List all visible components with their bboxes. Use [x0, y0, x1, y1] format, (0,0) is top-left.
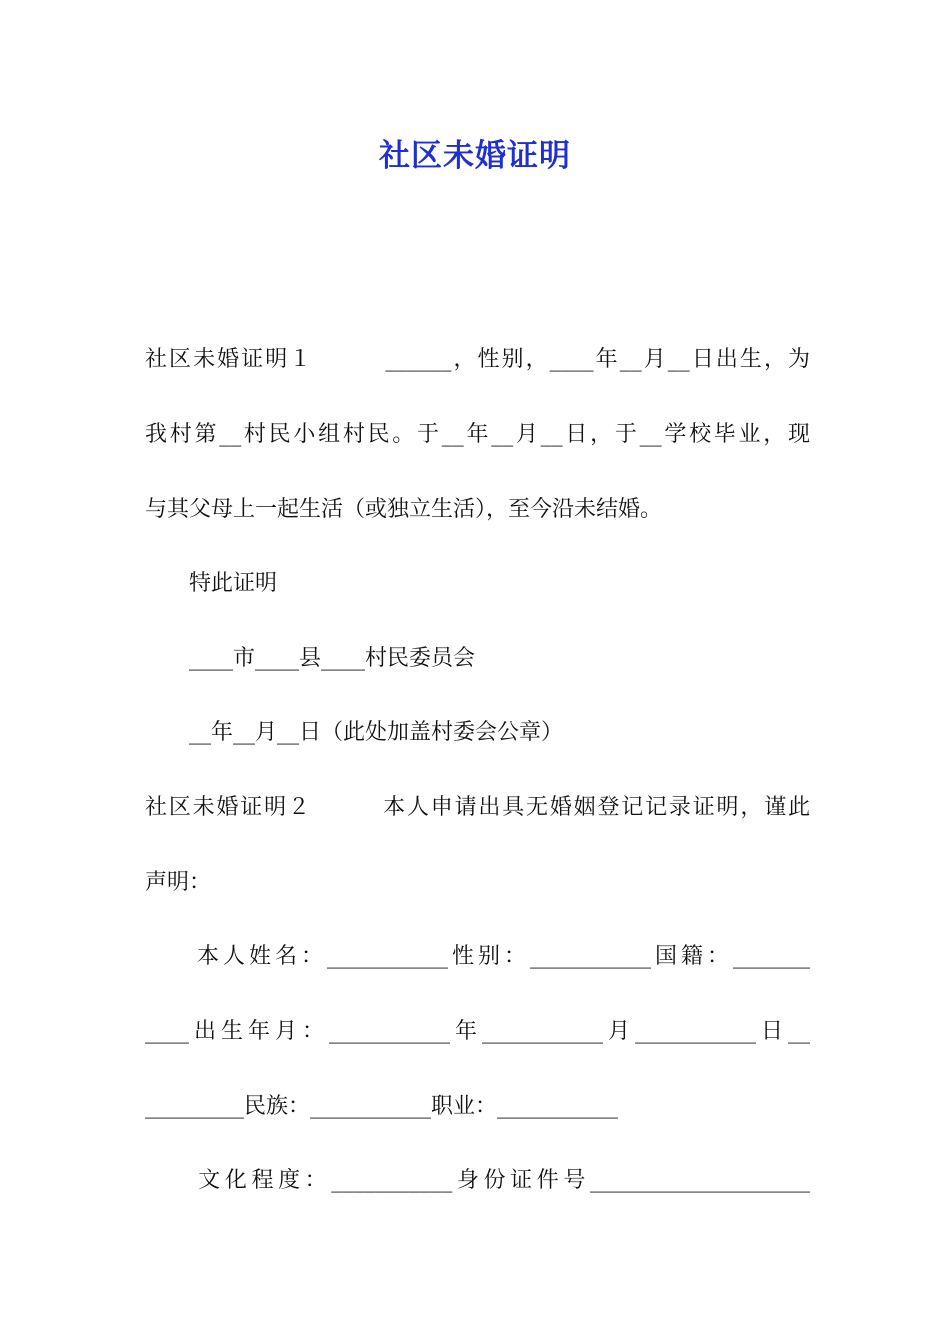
issue-date-seal-note: __年__月__日（此处加盖村委会公章） — [145, 720, 564, 745]
paragraph-line-2: 我村第__村民小组村民。于__年__月__日，于__学校毕业，现 — [145, 422, 810, 447]
declaration-label: 声明： — [145, 870, 212, 895]
form-line-education-id: 文化程度：___________身份证件号____________________ — [145, 1168, 810, 1193]
form-line-name-gender-nationality: 本人姓名：___________性别：___________国籍：_______ — [145, 944, 810, 969]
issuing-committee: ____市____县____村民委员会 — [145, 646, 476, 671]
paragraph-line-7: 社区未婚证明２ 本人申请出具无婚姻登记记录证明，谨此 — [145, 795, 810, 820]
form-line-birth-date: ____出生年月：___________年___________月___________日__ — [145, 1019, 810, 1044]
certification-statement: 特此证明 — [145, 571, 278, 596]
form-line-ethnicity-occupation: _________民族：___________职业：___________ — [145, 1094, 619, 1119]
paragraph-line-1: 社区未婚证明１ ______，性别，____年__月__日出生，为 — [145, 347, 810, 372]
paragraph-line-3: 与其父母上一起生活（或独立生活），至今沿未结婚。 — [145, 497, 663, 522]
document-title: 社区未婚证明 — [379, 138, 571, 174]
